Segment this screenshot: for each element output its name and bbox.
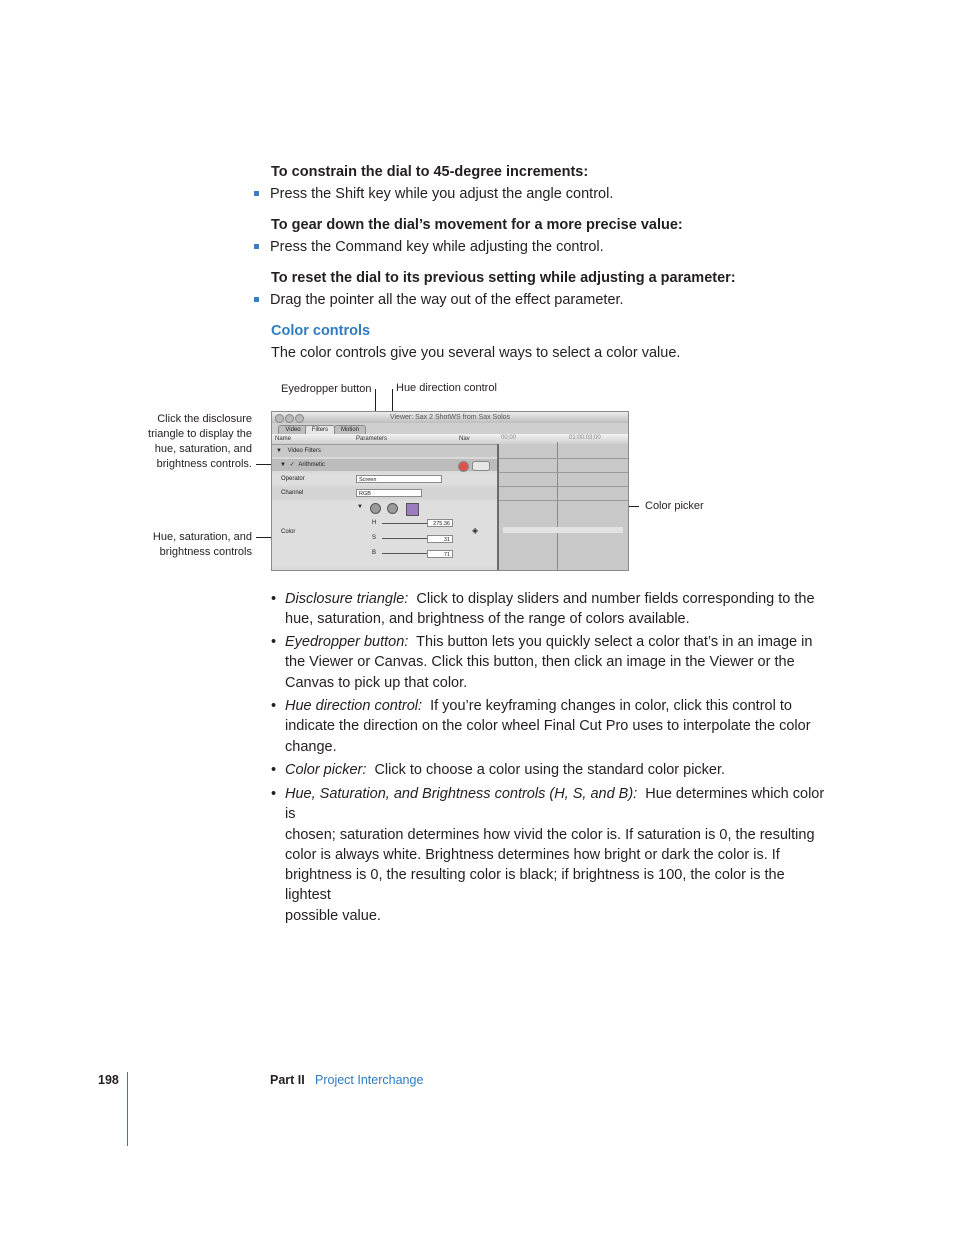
playhead[interactable] — [557, 442, 558, 570]
tab-video[interactable]: Video — [278, 425, 308, 435]
bullet-dot-icon: • — [271, 698, 277, 714]
item-desc: Click to display sliders and number fields corresponding to the — [416, 591, 815, 607]
callout-color-picker: Color picker — [645, 500, 704, 512]
task-step-text: Press the Shift key while you adjust the angle control. — [270, 186, 614, 202]
reset-x-icon[interactable] — [458, 461, 469, 472]
eyedropper-icon[interactable] — [370, 503, 381, 514]
task-heading-3: To reset the dial to its previous setting while adjusting a parameter: — [271, 270, 736, 286]
item-desc: If you’re keyframing changes in color, click this control to — [430, 698, 792, 714]
channel-label: Channel — [281, 490, 304, 496]
saturation-slider[interactable] — [382, 538, 428, 539]
filter-name: Arithmetic — [298, 462, 325, 468]
callout-line: triangle to display the — [148, 428, 252, 440]
item-line: change. — [285, 738, 337, 755]
item-line: hue, saturation, and brightness of the range of colors available. — [285, 611, 690, 628]
brightness-label: B — [372, 550, 377, 556]
brightness-slider[interactable] — [382, 553, 428, 554]
item-term: Hue direction control: — [285, 698, 423, 714]
item-line: possible value. — [285, 907, 381, 924]
video-filters-label: Video Filters — [287, 448, 321, 454]
bullet-square-icon — [254, 297, 259, 302]
footer-part: Part II — [270, 1073, 305, 1087]
list-item — [271, 784, 831, 926]
task-step-2 — [254, 239, 604, 255]
color-label: Color — [281, 529, 296, 535]
item-line: brightness is 0, the resulting color is black; if brightness is 100, the color is the lightest — [285, 867, 785, 904]
menu-popup-icon[interactable] — [472, 461, 490, 471]
bullet-square-icon — [254, 191, 259, 196]
column-nav: Nav — [459, 436, 470, 442]
item-line: chosen; saturation determines how vivid the color is. If saturation is 0, the resulting — [285, 826, 815, 843]
disclosure-triangle-icon[interactable]: ▼ — [280, 462, 286, 468]
tab-motion[interactable]: Motion — [334, 425, 366, 435]
disclosure-triangle-icon[interactable]: ▼ — [357, 504, 363, 510]
disclosure-triangle-icon[interactable]: ▼ — [276, 448, 282, 454]
task-step-text: Drag the pointer all the way out of the effect parameter. — [270, 292, 624, 308]
bullet-dot-icon: • — [271, 762, 277, 778]
item-term: Disclosure triangle: — [285, 591, 409, 607]
timeline-row-line — [499, 486, 629, 487]
bullet-dot-icon: • — [271, 634, 277, 650]
item-desc: Click to choose a color using the standard color picker. — [374, 762, 726, 778]
task-heading-2: To gear down the dial’s movement for a more precise value: — [271, 217, 683, 233]
saturation-label: S — [372, 535, 377, 541]
bullet-dot-icon: • — [271, 786, 277, 802]
item-line: indicate the direction on the color wheel Final Cut Pro uses to interpolate the color — [285, 718, 811, 735]
channel-select[interactable]: RGB — [356, 489, 422, 497]
window-title: Viewer: Sax 2 ShotWS from Sax Solos — [389, 414, 511, 421]
brightness-field[interactable]: 71 — [427, 550, 453, 558]
callout-line: Hue, saturation, and — [152, 531, 252, 543]
timeline-row-line — [499, 472, 629, 473]
timecode-end: 01:00:03;00 — [569, 435, 601, 441]
keyframe-timeline — [497, 435, 629, 570]
page-number: 198 — [98, 1073, 119, 1087]
footer-rule — [127, 1072, 128, 1146]
zoom-window-icon — [295, 414, 304, 423]
timecode-start: 00;00 — [501, 435, 517, 441]
section-title: Color controls — [271, 323, 371, 339]
row-color — [272, 501, 497, 567]
hue-direction-icon[interactable] — [387, 503, 398, 514]
row-operator — [272, 473, 497, 485]
minimize-window-icon — [285, 414, 294, 423]
bullet-dot-icon: • — [271, 591, 277, 607]
timeline-row-line — [499, 458, 629, 459]
saturation-field[interactable]: 31 — [427, 535, 453, 543]
window-titlebar — [272, 412, 628, 423]
hue-field[interactable]: 275.36 — [427, 519, 453, 527]
item-desc: This button lets you quickly select a color that’s in an image in — [416, 634, 813, 650]
list-item — [271, 696, 831, 757]
tab-bar — [272, 423, 628, 434]
callout-hsb — [130, 530, 252, 560]
bullet-square-icon — [254, 244, 259, 249]
callout-hue-direction: Hue direction control — [396, 382, 497, 394]
color-picker-swatch[interactable] — [406, 503, 419, 516]
row-arithmetic-filter — [272, 459, 497, 471]
item-line: the Viewer or Canvas. Click this button, then click an image in the Viewer or the — [285, 654, 795, 671]
row-channel — [272, 487, 497, 499]
checkmark-icon[interactable]: ✓ — [289, 462, 295, 468]
keyframe-button-icon[interactable]: ◈ — [472, 526, 479, 535]
item-term: Hue, Saturation, and Brightness controls (H, S, and B): — [285, 786, 638, 802]
task-step-text: Press the Command key while adjusting the control. — [270, 239, 604, 255]
item-term: Eyedropper button: — [285, 634, 409, 650]
viewer-window-screenshot — [271, 411, 629, 571]
timeline-row-line — [499, 500, 629, 501]
operator-select[interactable]: Screen — [356, 475, 442, 483]
task-step-1 — [254, 186, 613, 202]
section-intro: The color controls give you several ways to select a color value. — [271, 345, 681, 361]
callout-line: brightness controls — [159, 546, 252, 558]
column-name: Name — [275, 436, 292, 442]
tab-filters[interactable]: Filters — [305, 425, 335, 435]
callout-line: hue, saturation, and — [154, 443, 252, 455]
hue-slider[interactable] — [382, 523, 428, 524]
timeline-color-track — [503, 527, 623, 533]
task-heading-1: To constrain the dial to 45-degree increments: — [271, 164, 589, 180]
operator-label: Operator — [281, 476, 305, 482]
list-item — [271, 760, 831, 780]
item-term: Color picker: — [285, 762, 367, 778]
close-window-icon — [275, 414, 284, 423]
callout-disclosure — [130, 412, 252, 472]
callout-line: brightness controls. — [156, 458, 252, 470]
item-desc: Hue determines which color is — [285, 786, 825, 823]
list-item — [271, 589, 831, 630]
row-video-filters — [272, 445, 497, 457]
item-line: color is always white. Brightness determines how bright or dark the color is. If — [285, 846, 780, 863]
list-item — [271, 632, 831, 693]
callout-line: Click the disclosure — [157, 413, 252, 425]
column-parameters: Parameters — [356, 436, 388, 442]
hue-label: H — [372, 520, 377, 526]
task-step-3 — [254, 292, 624, 308]
callout-eyedropper: Eyedropper button — [281, 383, 372, 395]
footer-section-link[interactable]: Project Interchange — [315, 1073, 424, 1087]
item-line: Canvas to pick up that color. — [285, 674, 468, 691]
